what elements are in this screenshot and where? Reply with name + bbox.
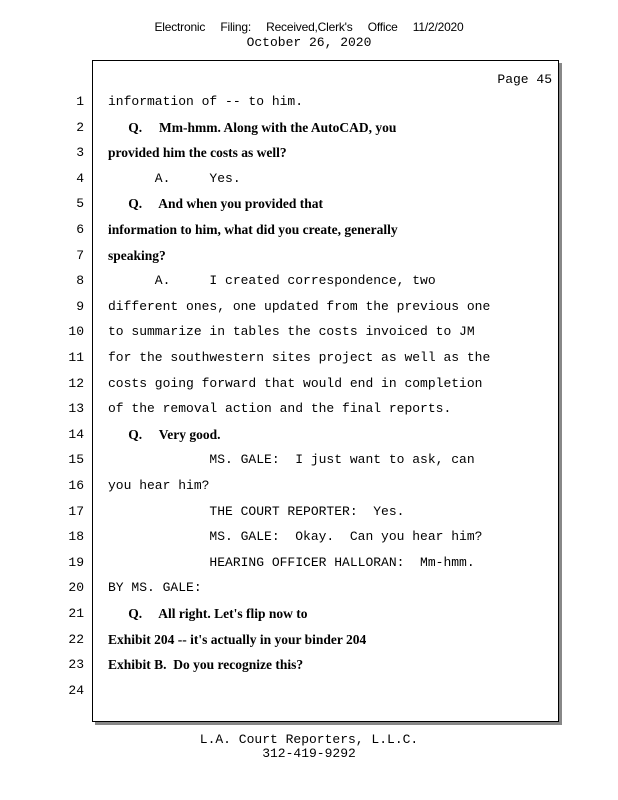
stamp-part: Filing: [220,20,251,34]
transcript-line: you hear him? [108,478,210,493]
line-number: 13 [68,401,84,416]
line-number: 10 [68,324,84,339]
transcript-line: provided him the costs as well? [108,145,287,160]
transcript-date: October 26, 2020 [246,35,372,50]
line-number: 12 [68,376,84,391]
line-number: 18 [68,529,84,544]
line-number: 15 [68,452,84,467]
transcript-line: different ones, one updated from the previous one [108,299,491,314]
transcript-line: to summarize in tables the costs invoiced to JM [108,324,475,339]
line-number: 5 [76,196,84,211]
line-number: 6 [76,222,84,237]
line-number: 19 [68,555,84,570]
transcript-line: speaking? [108,248,166,263]
transcript-line: Q. Very good. [108,427,221,442]
line-number: 4 [76,171,84,186]
reporter-phone: 312-419-9292 [262,746,356,761]
filing-stamp [0,20,618,34]
line-number: 23 [68,657,84,672]
transcript-line: Q. All right. Let's flip now to [108,606,308,621]
line-number: 11 [68,350,84,365]
line-number: 3 [76,145,84,160]
transcript-line: Exhibit 204 -- it's actually in your binder 204 [108,632,367,647]
transcript-line: Q. And when you provided that [108,196,324,211]
line-number: 24 [68,683,84,698]
line-number: 9 [76,299,84,314]
transcript-line: A. I created correspondence, two [108,273,436,288]
transcript-line: of the removal action and the final reports. [108,401,452,416]
line-number: 14 [68,427,84,442]
transcript-line: costs going forward that would end in completion [108,376,483,391]
transcript-line: for the southwestern sites project as well as the [108,350,491,365]
reporter-company: L.A. Court Reporters, L.L.C. [199,732,419,747]
line-number: 1 [76,94,84,109]
transcript-line: A. Yes. [108,171,241,186]
stamp-part: Office [367,20,398,34]
transcript-line: MS. GALE: I just want to ask, can [108,452,475,467]
transcript-line: information of -- to him. [108,94,304,109]
stamp-part: 11/2/2020 [412,20,464,34]
line-number: 2 [76,120,84,135]
line-number: 22 [68,632,84,647]
transcript-line: THE COURT REPORTER: Yes. [108,504,405,519]
transcript-line: MS. GALE: Okay. Can you hear him? [108,529,483,544]
transcript-line: Exhibit B. Do you recognize this? [108,657,304,672]
stamp-part: Electronic [154,20,206,34]
page-number: Page 45 [497,72,552,87]
line-number: 7 [76,248,84,263]
transcript-line: Q. Mm-hmm. Along with the AutoCAD, you [108,120,397,135]
line-number: 8 [76,273,84,288]
transcript-line: BY MS. GALE: [108,580,202,595]
transcript-line: information to him, what did you create, generally [108,222,398,237]
line-number: 17 [68,504,84,519]
line-number: 16 [68,478,84,493]
stamp-part: Received,Clerk's [266,20,353,34]
footer [0,733,618,761]
line-number: 21 [68,606,84,621]
transcript-line: HEARING OFFICER HALLORAN: Mm-hmm. [108,555,475,570]
line-number: 20 [68,580,84,595]
